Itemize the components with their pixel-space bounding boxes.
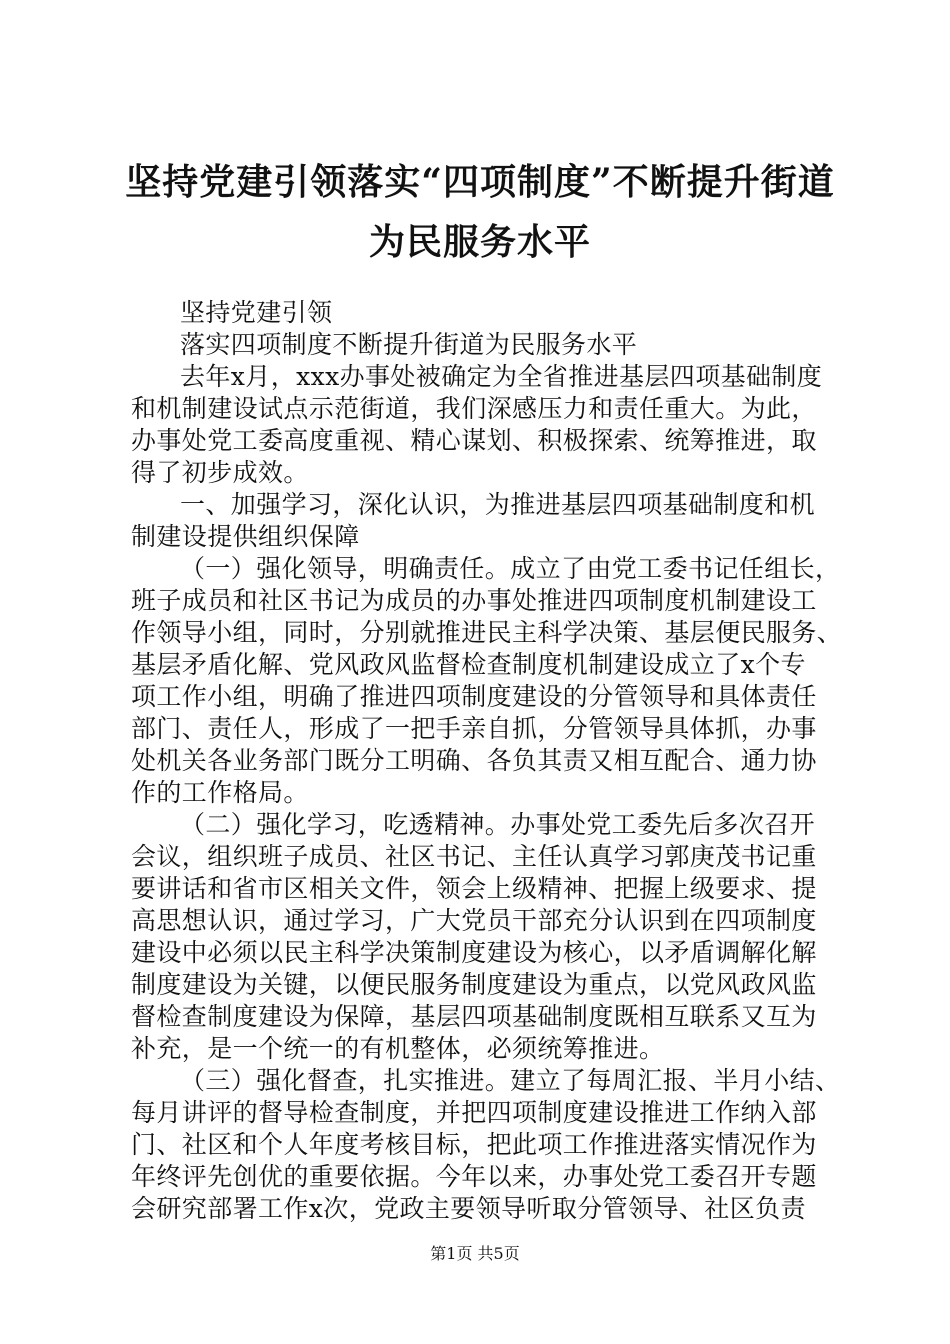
page-footer: 第1页 共5页 xyxy=(430,1244,520,1263)
body-line: 每月讲评的督导检查制度，并把四项制度建设推进工作纳入部 xyxy=(131,1098,817,1127)
body-line: 门、社区和个人年度考核目标，把此项工作推进落实情况作为 xyxy=(131,1130,817,1159)
body-line: 会研究部署工作x次，党政主要领导听取分管领导、社区负责 xyxy=(131,1194,806,1223)
body-line: 制度建设为关键，以便民服务制度建设为重点，以党风政风监 xyxy=(131,970,817,999)
body-line: 年终评先创优的重要依据。今年以来，办事处党工委召开专题 xyxy=(131,1162,817,1191)
body-line: 补充，是一个统一的有机整体，必须统筹推进。 xyxy=(131,1034,665,1063)
body-line: （三）强化督查，扎实推进。建立了每周汇报、半月小结、 xyxy=(180,1066,841,1095)
section-heading: 制建设提供组织保障 xyxy=(131,522,360,551)
document-title-line-2: 为民服务水平 xyxy=(368,221,591,263)
body-line: 建设中必须以民主科学决策制度建设为核心，以矛盾调解化解 xyxy=(131,938,817,967)
body-line: 督检查制度建设为保障，基层四项基础制度既相互联系又互为 xyxy=(131,1002,817,1031)
body-line: 部门、责任人，形成了一把手亲自抓，分管领导具体抓，办事 xyxy=(131,714,817,743)
body-line: 办事处党工委高度重视、精心谋划、积极探索、统筹推进，取 xyxy=(131,426,817,455)
section-heading: 一、加强学习，深化认识，为推进基层四项基础制度和机 xyxy=(180,490,816,519)
body-line: 作的工作格局。 xyxy=(131,778,309,807)
body-line: 处机关各业务部门既分工明确、各负其责又相互配合、通力协 xyxy=(131,746,817,775)
body-line: 基层矛盾化解、党风政风监督检查制度机制建设成立了x个专 xyxy=(131,650,806,679)
document-title-line-1: 坚持党建引领落实“四项制度”不断提升街道 xyxy=(125,161,835,203)
body-line: 作领导小组，同时，分别就推进民主科学决策、基层便民服务、 xyxy=(131,618,843,647)
body-line: 和机制建设试点示范街道，我们深感压力和责任重大。为此， xyxy=(131,394,817,423)
body-line: （一）强化领导，明确责任。成立了由党工委书记任组长， xyxy=(180,554,841,583)
body-line: 得了初步成效。 xyxy=(131,458,309,487)
body-line: 高思想认识，通过学习，广大党员干部充分认识到在四项制度 xyxy=(131,906,817,935)
body-line: 去年x月，xxx办事处被确定为全省推进基层四项基础制度 xyxy=(180,362,823,391)
subtitle-line-1: 坚持党建引领 xyxy=(180,298,333,327)
body-line: （二）强化学习，吃透精神。办事处党工委先后多次召开 xyxy=(180,810,816,839)
body-line: 项工作小组，明确了推进四项制度建设的分管领导和具体责任 xyxy=(131,682,817,711)
body-line: 要讲话和省市区相关文件，领会上级精神、把握上级要求、提 xyxy=(131,874,817,903)
body-line: 会议，组织班子成员、社区书记、主任认真学习郭庚茂书记重 xyxy=(131,842,817,871)
body-line: 班子成员和社区书记为成员的办事处推进四项制度机制建设工 xyxy=(131,586,817,615)
subtitle-line-2: 落实四项制度不断提升街道为民服务水平 xyxy=(180,330,638,359)
